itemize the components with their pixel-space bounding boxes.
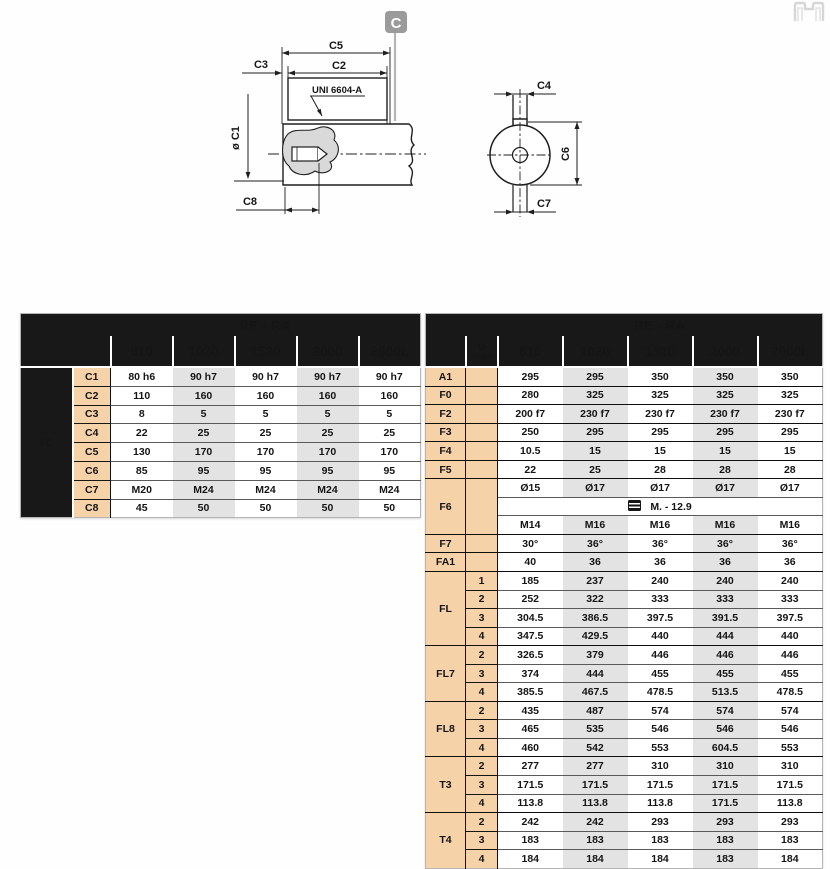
row-label: C2 [73, 386, 111, 405]
value-cell: 487 [563, 701, 628, 720]
shaft-side-view-drawing [228, 8, 443, 233]
value-cell: 240 [758, 572, 823, 591]
value-cell: 160 [297, 386, 359, 405]
value-cell: 295 [563, 367, 628, 386]
value-cell: M24 [297, 480, 359, 499]
value-cell: 333 [758, 590, 823, 609]
value-cell: 310 [693, 757, 758, 776]
value-cell: 440 [758, 627, 823, 646]
value-cell: 460 [498, 738, 563, 757]
table-row [426, 627, 823, 646]
value-cell: 183 [498, 831, 563, 850]
dimension-label-c5: C5 [328, 40, 344, 52]
stage-cell [466, 534, 498, 553]
value-cell: 22 [498, 460, 563, 479]
value-cell: 242 [563, 813, 628, 832]
value-cell: 333 [628, 590, 693, 609]
table-title: RE - RA [111, 314, 421, 337]
value-cell: 170 [235, 443, 297, 462]
value-cell: 170 [359, 443, 421, 462]
value-cell: 160 [359, 386, 421, 405]
value-cell: 90 h7 [359, 367, 421, 386]
table-row [21, 461, 421, 480]
value-cell: 386.5 [563, 609, 628, 628]
value-cell: 183 [563, 831, 628, 850]
value-cell: 30° [498, 534, 563, 553]
value-cell: 310 [628, 757, 693, 776]
stage-cell: 2 [466, 701, 498, 720]
value-cell: 553 [628, 738, 693, 757]
value-cell: 28 [758, 460, 823, 479]
value-cell: 171.5 [693, 794, 758, 813]
value-cell: 50 [359, 499, 421, 518]
value-cell: 546 [693, 720, 758, 739]
header-spacer [21, 314, 111, 337]
value-cell: 183 [628, 831, 693, 850]
value-cell: 429.5 [563, 627, 628, 646]
value-cell: 50 [297, 499, 359, 518]
value-cell: 25 [563, 460, 628, 479]
stage-cell [466, 442, 498, 461]
value-cell: 535 [563, 720, 628, 739]
value-cell: 446 [628, 646, 693, 665]
stage-cell [466, 386, 498, 405]
value-cell: 113.8 [563, 794, 628, 813]
value-cell: 293 [758, 813, 823, 832]
table-header-row [426, 314, 823, 337]
table-row [426, 776, 823, 795]
value-cell: 350 [758, 367, 823, 386]
table-row [426, 757, 823, 776]
value-cell: 25 [235, 424, 297, 443]
value-cell: 230 f7 [563, 405, 628, 424]
row-label: C4 [73, 424, 111, 443]
value-cell: 113.8 [628, 794, 693, 813]
value-cell: 230 f7 [628, 405, 693, 424]
value-cell: 5 [173, 405, 235, 424]
table-row [426, 553, 823, 572]
column-header: 2000 [297, 336, 359, 367]
header-spacer [426, 336, 466, 367]
value-cell: 350 [628, 367, 693, 386]
value-cell: 130 [111, 443, 173, 462]
value-cell: 184 [498, 850, 563, 869]
value-cell: 183 [693, 850, 758, 869]
table-row [426, 442, 823, 461]
value-cell: 277 [498, 757, 563, 776]
value-cell: 36° [758, 534, 823, 553]
value-cell: 542 [563, 738, 628, 757]
value-cell: 293 [628, 813, 693, 832]
stage-cell: 2 [466, 590, 498, 609]
value-cell: 322 [563, 590, 628, 609]
value-cell: 295 [758, 423, 823, 442]
key-standard-label: UNI 6604-A [312, 85, 363, 96]
value-cell: 397.5 [628, 609, 693, 628]
value-cell: 574 [628, 701, 693, 720]
stage-cell: 2 [466, 646, 498, 665]
stages-column-header [466, 336, 498, 367]
row-label: F0 [426, 386, 466, 405]
row-label: A1 [426, 367, 466, 386]
value-cell: 295 [563, 423, 628, 442]
tc-dimensions-table [20, 313, 421, 518]
value-cell: M16 [563, 516, 628, 535]
value-cell: 95 [173, 461, 235, 480]
value-cell: 185 [498, 572, 563, 591]
value-cell: 574 [758, 701, 823, 720]
value-cell: 25 [359, 424, 421, 443]
value-cell: 444 [563, 664, 628, 683]
value-cell: 50 [235, 499, 297, 518]
value-cell: 446 [693, 646, 758, 665]
value-cell: 325 [628, 386, 693, 405]
table-row [426, 738, 823, 757]
table-row [426, 572, 823, 591]
dimension-label-c6: C6 [560, 146, 572, 162]
table-row [426, 609, 823, 628]
table-row [426, 405, 823, 424]
value-cell: 90 h7 [235, 367, 297, 386]
table-row [21, 480, 421, 499]
value-cell: 347.5 [498, 627, 563, 646]
value-cell: 22 [111, 424, 173, 443]
value-cell: 446 [758, 646, 823, 665]
value-cell: 36 [758, 553, 823, 572]
value-cell: 15 [628, 442, 693, 461]
column-header: 2000L [359, 336, 421, 367]
column-header: 1520 [235, 336, 297, 367]
row-label: C7 [73, 480, 111, 499]
value-cell: 310 [758, 757, 823, 776]
value-cell: 465 [498, 720, 563, 739]
table-title: RE - RA [498, 314, 823, 337]
value-cell: 170 [173, 443, 235, 462]
value-cell: 5 [359, 405, 421, 424]
value-cell: 110 [111, 386, 173, 405]
value-cell: 455 [693, 664, 758, 683]
value-cell: 171.5 [563, 776, 628, 795]
value-cell: 184 [758, 850, 823, 869]
stage-cell [466, 423, 498, 442]
value-cell: 440 [628, 627, 693, 646]
dimension-label-c7: C7 [536, 198, 552, 210]
value-cell: 95 [297, 461, 359, 480]
table-row [426, 720, 823, 739]
column-header: 1520 [628, 336, 693, 367]
stage-cell: 4 [466, 627, 498, 646]
stage-cell: 1 [466, 572, 498, 591]
value-cell: 325 [758, 386, 823, 405]
column-header-row [426, 336, 823, 367]
value-cell: 250 [498, 423, 563, 442]
value-cell: 295 [628, 423, 693, 442]
table-row [21, 499, 421, 518]
stage-cell: 3 [466, 776, 498, 795]
table-row [426, 813, 823, 832]
value-cell: 240 [628, 572, 693, 591]
value-cell: 391.5 [693, 609, 758, 628]
stage-cell [466, 553, 498, 572]
value-cell: 85 [111, 461, 173, 480]
value-cell: Ø17 [563, 479, 628, 498]
stages-label: stages [470, 352, 493, 360]
value-cell: 304.5 [498, 609, 563, 628]
row-label: C1 [73, 367, 111, 386]
stage-cell: 4 [466, 850, 498, 869]
value-cell: 36° [693, 534, 758, 553]
stage-cell [466, 367, 498, 386]
stage-cell [466, 405, 498, 424]
value-cell: 15 [758, 442, 823, 461]
section-tag-label: C [390, 15, 402, 32]
column-header-row [21, 336, 421, 367]
stage-cell: 4 [466, 794, 498, 813]
value-cell: Ø17 [693, 479, 758, 498]
table-row [426, 794, 823, 813]
value-cell: Ø15 [498, 479, 563, 498]
column-header: 810 [498, 336, 563, 367]
row-label: F2 [426, 405, 466, 424]
value-cell: 374 [498, 664, 563, 683]
value-cell: 160 [235, 386, 297, 405]
value-cell: 379 [563, 646, 628, 665]
value-cell: 280 [498, 386, 563, 405]
shaft-end-view-drawing [468, 55, 603, 230]
value-cell: M14 [498, 516, 563, 535]
value-cell: 171.5 [693, 776, 758, 795]
stage-cell [466, 460, 498, 479]
table-row [426, 850, 823, 869]
value-cell: 325 [563, 386, 628, 405]
column-header: 1020 [563, 336, 628, 367]
row-label: C6 [73, 461, 111, 480]
table-row [426, 479, 823, 498]
value-cell: 200 f7 [498, 405, 563, 424]
row-label: FL7 [426, 646, 466, 702]
value-cell: 80 h6 [111, 367, 173, 386]
table-row [426, 367, 823, 386]
value-cell: 546 [628, 720, 693, 739]
value-cell: 350 [693, 367, 758, 386]
table-row [21, 443, 421, 462]
value-cell: 184 [563, 850, 628, 869]
value-cell: 513.5 [693, 683, 758, 702]
row-label: FL8 [426, 701, 466, 757]
stages-gear-icon: ⚙ [477, 341, 486, 353]
value-cell: 171.5 [498, 776, 563, 795]
series-label-tc: TC [21, 367, 73, 518]
stage-cell: 2 [466, 757, 498, 776]
row-label: FL [426, 572, 466, 646]
table-row [21, 424, 421, 443]
value-cell: 295 [693, 423, 758, 442]
value-cell: 36° [628, 534, 693, 553]
value-cell: 8 [111, 405, 173, 424]
stage-cell: 3 [466, 720, 498, 739]
bolt-class-text: M. - 12.9 [650, 501, 692, 514]
table-row [426, 423, 823, 442]
value-cell: 295 [498, 367, 563, 386]
watermark-icon [790, 0, 830, 22]
value-cell: 171.5 [758, 776, 823, 795]
value-cell: 45 [111, 499, 173, 518]
table-row [426, 831, 823, 850]
table-row [426, 664, 823, 683]
column-header: 2000L [758, 336, 823, 367]
row-label: C8 [73, 499, 111, 518]
value-cell: 397.5 [758, 609, 823, 628]
value-cell: 113.8 [758, 794, 823, 813]
value-cell: Ø17 [628, 479, 693, 498]
table-header-row [21, 314, 421, 337]
value-cell: 546 [758, 720, 823, 739]
table-row [426, 683, 823, 702]
value-cell: 230 f7 [693, 405, 758, 424]
value-cell: 113.8 [498, 794, 563, 813]
value-cell: 184 [628, 850, 693, 869]
stage-cell: 3 [466, 831, 498, 850]
value-cell: 28 [628, 460, 693, 479]
value-cell: 444 [693, 627, 758, 646]
mounting-dimensions-table [425, 313, 823, 869]
table-row [426, 701, 823, 720]
value-cell: 10.5 [498, 442, 563, 461]
row-label: C5 [73, 443, 111, 462]
value-cell: Ø17 [758, 479, 823, 498]
value-cell: 90 h7 [297, 367, 359, 386]
value-cell: 242 [498, 813, 563, 832]
table-row [21, 386, 421, 405]
value-cell: 183 [758, 831, 823, 850]
value-cell: 160 [173, 386, 235, 405]
value-cell: 40 [498, 553, 563, 572]
table-row [426, 386, 823, 405]
bolt-class-cell [498, 497, 823, 516]
value-cell: 25 [173, 424, 235, 443]
value-cell: 95 [359, 461, 421, 480]
row-label: T3 [426, 757, 466, 813]
value-cell: 252 [498, 590, 563, 609]
table-row [426, 590, 823, 609]
value-cell: 237 [563, 572, 628, 591]
row-label: F4 [426, 442, 466, 461]
value-cell: 333 [693, 590, 758, 609]
value-cell: M16 [693, 516, 758, 535]
value-cell: 95 [235, 461, 297, 480]
value-cell: 36 [628, 553, 693, 572]
value-cell: 455 [628, 664, 693, 683]
value-cell: 230 f7 [758, 405, 823, 424]
row-label: F3 [426, 423, 466, 442]
value-cell: 467.5 [563, 683, 628, 702]
value-cell: 478.5 [628, 683, 693, 702]
row-label: F6 [426, 479, 466, 535]
value-cell: M16 [628, 516, 693, 535]
value-cell: 171.5 [628, 776, 693, 795]
value-cell: 553 [758, 738, 823, 757]
dimension-label-c2: C2 [331, 60, 347, 72]
stage-cell: 2 [466, 813, 498, 832]
dimension-label-c8: C8 [242, 196, 258, 208]
value-cell: 36 [693, 553, 758, 572]
value-cell: 36 [563, 553, 628, 572]
value-cell: 25 [297, 424, 359, 443]
value-cell: 5 [235, 405, 297, 424]
dimension-label-c4: C4 [536, 80, 552, 92]
value-cell: M24 [359, 480, 421, 499]
value-cell: M24 [235, 480, 297, 499]
bolt-icon [628, 500, 641, 511]
value-cell: 50 [173, 499, 235, 518]
stage-cell: 3 [466, 664, 498, 683]
value-cell: 5 [297, 405, 359, 424]
value-cell: 325 [693, 386, 758, 405]
stage-cell: 4 [466, 683, 498, 702]
value-cell: 293 [693, 813, 758, 832]
value-cell: 604.5 [693, 738, 758, 757]
dimension-label-c1: ø C1 [230, 126, 242, 150]
value-cell: 15 [563, 442, 628, 461]
value-cell: 240 [693, 572, 758, 591]
value-cell: 478.5 [758, 683, 823, 702]
table-row [21, 367, 421, 386]
value-cell: 574 [693, 701, 758, 720]
value-cell: M24 [173, 480, 235, 499]
column-header: 810 [111, 336, 173, 367]
dimension-label-c3: C3 [253, 59, 269, 71]
column-header: 1020 [173, 336, 235, 367]
value-cell: 326.5 [498, 646, 563, 665]
value-cell: 385.5 [498, 683, 563, 702]
header-spacer [21, 336, 111, 367]
value-cell: 36° [563, 534, 628, 553]
stage-cell: 4 [466, 738, 498, 757]
row-label: C3 [73, 405, 111, 424]
value-cell: 28 [693, 460, 758, 479]
stage-cell: 3 [466, 609, 498, 628]
value-cell: M20 [111, 480, 173, 499]
stage-cell [466, 479, 498, 535]
row-label: FA1 [426, 553, 466, 572]
value-cell: 90 h7 [173, 367, 235, 386]
table-row [426, 646, 823, 665]
value-cell: 455 [758, 664, 823, 683]
header-spacer [426, 314, 498, 337]
value-cell: 15 [693, 442, 758, 461]
value-cell: M16 [758, 516, 823, 535]
value-cell: 435 [498, 701, 563, 720]
column-header: 2000 [693, 336, 758, 367]
row-label: F7 [426, 534, 466, 553]
table-row [426, 460, 823, 479]
table-row [426, 534, 823, 553]
row-label: T4 [426, 813, 466, 869]
value-cell: 277 [563, 757, 628, 776]
value-cell: 183 [693, 831, 758, 850]
tapped-hole [292, 147, 318, 161]
row-label: F5 [426, 460, 466, 479]
table-row [21, 405, 421, 424]
value-cell: 170 [297, 443, 359, 462]
